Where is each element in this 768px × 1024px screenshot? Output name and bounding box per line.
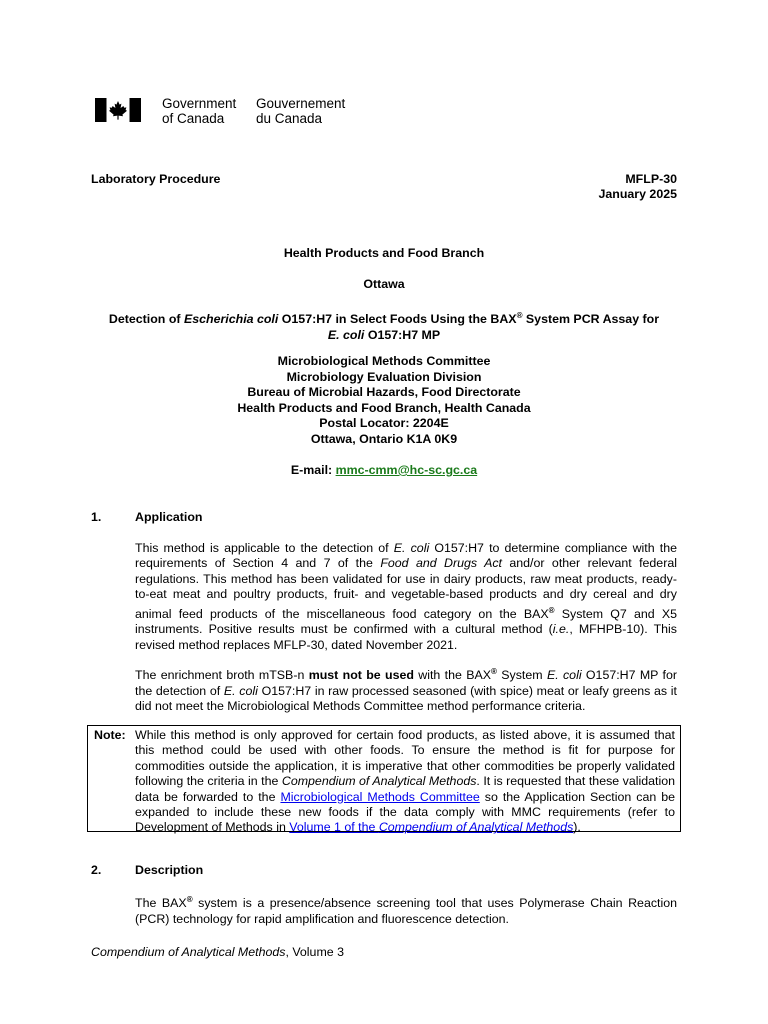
address-line-1: Microbiological Methods Committee bbox=[277, 354, 491, 368]
government-of-canada-wordmark-fr bbox=[256, 96, 345, 126]
section-1-heading: Application bbox=[135, 510, 203, 524]
address-line-5: Postal Locator: 2204E bbox=[319, 416, 449, 430]
section-1-number: 1. bbox=[91, 510, 102, 524]
email-label: E-mail: bbox=[290, 463, 336, 477]
section-2-paragraph-1: The BAX® system is a presence/absence screening tool that uses Polymerase Chain Reaction (PCR) technology for rapid amplification and fluorescence detection. bbox=[135, 895, 678, 926]
branch-name: Health Products and Food Branch bbox=[283, 246, 485, 260]
section-2-heading: Description bbox=[135, 863, 204, 877]
address-block bbox=[91, 354, 677, 447]
note-text: While this method is only approved for certain food products, as listed above, it is assumed that this method could be used with other foods. To ensure the method is fit for purpose for commodities outside the application, it is imperative that other commodities be properly validated following the criteria in the Compendium of Analytical Methods. It is requested that these validation data be forwarded to the Microbiological Methods Committee so the Application Section can be expanded to include these new foods if the data comply with MMC requirements (refer to Development of Methods in Volume 1 of the Compendium of Analytical Methods). bbox=[135, 728, 675, 835]
address-line-4: Health Products and Food Branch, Health Canada bbox=[237, 400, 531, 415]
wordmark-en-line2: of Canada bbox=[162, 111, 225, 126]
page-footer bbox=[91, 945, 344, 959]
city-name: Ottawa bbox=[363, 277, 405, 291]
footer-volume: , Volume 3 bbox=[285, 945, 344, 959]
section-1-paragraph-2: The enrichment broth mTSB-n must not be used with the BAX® System E. coli O157:H7 MP for the detection of E. coli O157:H7 in raw processed seasoned (with spice) meat or leafy greens as it did not meet the Microbiological Methods Committee method performance criteria. bbox=[135, 667, 678, 713]
wordmark-fr-line1: Gouvernement bbox=[256, 96, 346, 111]
section-2-number: 2. bbox=[91, 863, 102, 877]
document-code: MFLP-30 bbox=[625, 172, 677, 186]
wordmark-en-line1: Government bbox=[162, 96, 237, 111]
wordmark-fr-line2: du Canada bbox=[256, 111, 323, 126]
canada-flag-icon bbox=[95, 98, 141, 122]
document-type: Laboratory Procedure bbox=[91, 172, 221, 186]
document-code-date bbox=[598, 172, 677, 202]
title-line1: Detection of Escherichia coli O157:H7 in Select Foods Using the BAX® System PCR Assay for bbox=[108, 311, 660, 327]
compendium-volume-1-link[interactable]: Volume 1 of the Compendium of Analytical Methods bbox=[289, 820, 574, 835]
footer-italic: Compendium of Analytical Methods bbox=[91, 945, 286, 959]
document-date: January 2025 bbox=[598, 187, 677, 201]
mmc-link[interactable]: Microbiological Methods Committee bbox=[280, 789, 480, 804]
document-title bbox=[91, 308, 677, 343]
section-1-paragraph-1: This method is applicable to the detection of E. coli O157:H7 to determine compliance with the requirements of Section 4 and 7 of the Food and Drugs Act and/or other relevant federal regulations. This method has been validated for use in dairy products, raw meat products, ready-to-eat meat and poultry products, fruit- and vegetable-based products and dry cereal and dry animal feed products of the miscellaneous food category on the BAX® System Q7 and X5 instruments. Positive results must be confirmed with a cultural method (i.e., MFHPB-10). This revised method replaces MFLP-30, dated November 2021. bbox=[135, 541, 677, 652]
note-box bbox=[87, 725, 681, 835]
email-line bbox=[91, 463, 677, 477]
title-line2: E. coli O157:H7 MP bbox=[327, 327, 441, 342]
note-label: Note: bbox=[94, 728, 126, 742]
government-of-canada-wordmark-en bbox=[162, 96, 236, 126]
address-line-6: Ottawa, Ontario K1A 0K9 bbox=[310, 431, 458, 446]
email-link[interactable]: mmc-cmm@hc-sc.gc.ca bbox=[335, 463, 478, 477]
address-line-3: Bureau of Microbial Hazards, Food Directorate bbox=[247, 385, 521, 399]
address-line-2: Microbiology Evaluation Division bbox=[286, 369, 482, 384]
